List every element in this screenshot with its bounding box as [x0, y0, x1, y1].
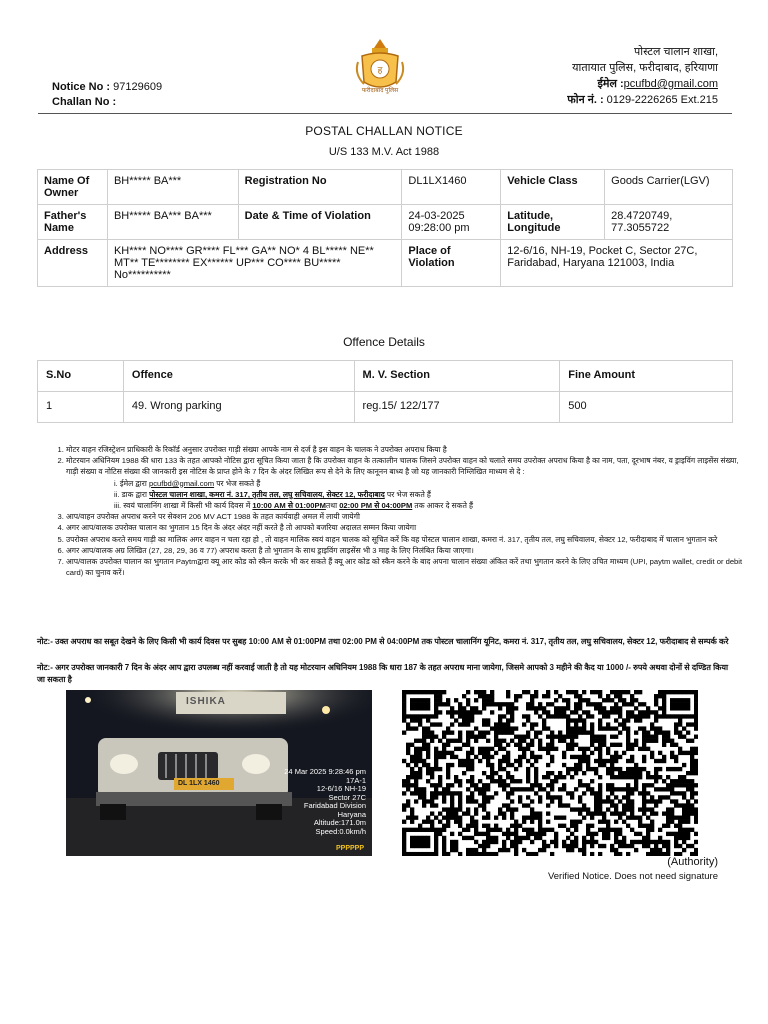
stamp-line: Sector 27C [328, 792, 366, 802]
violation-date: 24-03-2025 [408, 210, 465, 222]
method-visit-time-2: 02:00 PM से 04:00PM [339, 501, 413, 511]
challan-no-label: Challan No : [52, 96, 117, 108]
list-item: 6. अगर आप/वालक अग्र लिखित (27, 28, 29, 36 व 77) अपराध करता है तो भुगतान के साथ ड्राइविंग लाइसेंस भी 3 माह के लिए निलंबित किया जाएगा। [66, 545, 746, 556]
office-address [567, 44, 718, 108]
registration-label: Registration No [238, 170, 402, 205]
list-item: 5. उपरोक्त अपराध करते समय गाड़ी का मालिक अगर वाहन न चला रहा हो , तो वाहन मालिक स्वयं वाहन चालक को सूचित करें कि वह पोस्टल चालान शाखा, कमरा नं. 317, तृतीय तल, लघु सचिवालय, सेक्टर 12, फरीदाबाद में चालान भुगतान करे [66, 534, 746, 545]
vehicle-class-label: Vehicle Class [501, 170, 605, 205]
office-email-link[interactable]: pcufbd@gmail.com [623, 78, 718, 90]
stamp-line: Faridabad Division [303, 801, 366, 810]
offence-fine: 500 [560, 392, 733, 423]
method-post-suffix: पर भेज सकते हैं [386, 489, 431, 499]
method-visit-mid: तथा [325, 501, 338, 511]
owner-name: BH***** BA*** [107, 170, 238, 205]
notice-subtitle: U/S 133 M.V. Act 1988 [328, 146, 440, 158]
table-row [38, 170, 733, 205]
header-divider [38, 113, 732, 114]
photo-watermark: PPPPPP [335, 845, 364, 852]
email-label: ईमेल : [597, 78, 624, 90]
latlong-label: Latitude, Longitude [501, 205, 605, 240]
offence-table [37, 360, 733, 423]
submission-methods [66, 478, 746, 512]
office-line-2: यातायात पुलिस, फरीदाबाद, हरियाणा [572, 62, 718, 74]
list-item [114, 500, 746, 511]
phone-label: फोन नं. : [567, 94, 604, 106]
list-item: 3. आप/वाहन उपरोक्त अपराध करने पर सेक्शन 206 MV ACT 1988 के तहत कार्यवाही अमल में लायी जायेगी [66, 511, 746, 522]
emblem-caption: फरीदाबाद पुलिस [361, 88, 399, 94]
note-evidence: नोट:- उक्त अपराध का सबूत देखने के लिए किसी भी कार्य दिवस पर सुबह 10:00 AM से 01:00PM तथा 02:00 PM से 04:00PM तक पोस्टल चालानिंग यूनिट, कमरा नं. 317, तृतीय तल, लघु सचिवालय, सेक्टर 12, फरीदाबाद से सम्पर्क करे [37, 637, 729, 646]
list-item [66, 455, 746, 511]
col-fine: Fine Amount [560, 361, 733, 392]
address-label: Address [38, 240, 108, 287]
svg-text:ह: ह [377, 66, 383, 76]
latlong [605, 205, 733, 240]
owner-address: KH**** NO**** GR**** FL*** GA** NO* 4 BL***** NE** MT** TE******** EX****** UP*** CO**** BU***** No********** [107, 240, 401, 287]
stamp-line: 12-6/16 NH-19 [316, 784, 366, 793]
table-row [38, 392, 733, 423]
table-header-row [38, 361, 733, 392]
place-label: Place of Violation [402, 240, 501, 287]
authority-label: (Authority) [667, 856, 718, 868]
violation-datetime [402, 205, 501, 240]
method-visit-suffix: तक आकर दे सकते हैं [414, 501, 474, 511]
method-visit-label: iii. स्वयं चालानिंग शाखा में किसी भी कार्य दिवस में [114, 501, 251, 511]
note-2-text: मोटरयान अधिनियम 1988 की धारा 133 के तहत आपको नोटिस द्वारा सूचित किया जाता है कि उपरोक्त वाहन के तत्कालीन चालक जिसने उपरोक्त वाहन को चलाते समय उपरोक्त अपराध किया है का नाम, पता, दूरभाष नंबर, व ड्राइविंग लाइसेंस संख्या, गाड़ी संख्या व नोटिस संख्या की जानकारी इस नोटिस के प्राप्त होने के 7 दिन के अंदर लिखित रूप से देने के लिए कानूनन बाध्य है जो यह जानकारी निम्लिखित माध्यम से दे : [66, 456, 739, 477]
violation-datetime-label: Date & Time of Violation [238, 205, 402, 240]
father-name-label: Father's Name [38, 205, 108, 240]
place-of-violation: 12-6/16, NH-19, Pocket C, Sector 27C, Faridabad, Haryana 121003, India [501, 240, 733, 287]
method-visit-time-1: 10:00 AM से 01:00PM [252, 501, 326, 511]
vehicle-brand: ISHIKA [186, 696, 226, 707]
note-penalty: नोट:- अगर उपरोक्त जानकारी 7 दिन के अंदर आप द्वारा उपलब्ध नहीं करवाई जाती है तो यह मोटरयान अधिनियम 1988 कि धारा 187 के तहत अपराध माना जायेगा, जिसमे आपको 3 महीने की कैद या 1000 /- रुपये अथवा दोनों से दण्डित किया जा सकता है [37, 663, 729, 684]
table-row [38, 240, 733, 287]
col-offence: Offence [123, 361, 354, 392]
notice-meta [52, 80, 162, 110]
father-name: BH***** BA*** BA*** [107, 205, 238, 240]
list-item: 1. मोटर वाहन रजिस्ट्रेशन प्राधिकारी के रिकॉर्ड अनुसार उपरोक्त गाड़ी संख्या आपके नाम से दर्ज है इस वाहन के चालक ने उपरोक्त अपराध किया है [66, 444, 746, 455]
police-emblem-icon [350, 36, 410, 106]
method-email-link[interactable]: pcufbd@gmail.com [148, 478, 215, 488]
list-item [114, 489, 746, 500]
offence-details-title: Offence Details [343, 335, 425, 349]
stamp-line: Speed:0.0km/h [315, 826, 366, 836]
offence-sno: 1 [38, 392, 124, 423]
verified-note: Verified Notice. Does not need signature [547, 871, 718, 882]
payment-qr-code[interactable] [402, 690, 698, 856]
col-section: M. V. Section [354, 361, 560, 392]
method-post-label: ii. डाक द्वारा [114, 489, 147, 499]
list-item: 4. अगर आप/वालक उपरोक्त चालान का भुगतान 15 दिन के अंदर अंदर नहीं करते है तो आपको बजरिया अदालत सम्मन किया जायेगा [66, 522, 746, 533]
offence-section: reg.15/ 122/177 [354, 392, 560, 423]
stamp-line: 24 Mar 2025 9:28:46 pm [284, 767, 366, 776]
notice-title: POSTAL CHALLAN NOTICE [305, 124, 463, 138]
vehicle-info-table [37, 169, 733, 287]
latitude: 28.4720749, [611, 210, 673, 222]
notice-no: 97129609 [113, 81, 163, 93]
stamp-line: 17A-1 [345, 775, 366, 785]
method-post-address: पोस्टल चालान शाखा, कमरा नं. 317, तृतीय तल, लघु सचिवालय, सेक्टर 12, फरीदाबाद [149, 489, 385, 499]
list-item [114, 478, 746, 489]
stamp-line: Altitude:171.0m [313, 818, 366, 827]
vehicle-plate: DL 1LX 1460 [178, 780, 220, 787]
owner-name-label: Name Of Owner [38, 170, 108, 205]
photo-geo-stamp [284, 768, 366, 836]
registration-no: DL1LX1460 [402, 170, 501, 205]
method-email-suffix: पर भेज सकते हैं [216, 478, 261, 488]
longitude: 77.3055722 [611, 222, 670, 234]
offence-name: 49. Wrong parking [123, 392, 354, 423]
office-phone: 0129-2226265 Ext.215 [606, 94, 718, 106]
list-item: 7. आप/वालक उपरोक्त चालान का भुगतान Paytmद्वारा क्यू आर कोड को स्कैन करके भी कर सकते हैं क्यू आर कोड को स्कैन करने के बाद अपना चालान संख्या अंकित करें तथा भुगतान करने के लिए उचित माध्यम (UPI, paytm wallet, credit or debit card) का चुनाव करें। [66, 556, 746, 578]
evidence-photo [66, 690, 372, 856]
vehicle-class: Goods Carrier(LGV) [605, 170, 733, 205]
method-email-label: i. ईमेल द्वारा [114, 478, 147, 488]
table-row [38, 205, 733, 240]
instructions-list [52, 444, 746, 578]
col-sno: S.No [38, 361, 124, 392]
notice-no-label: Notice No : [52, 81, 111, 93]
violation-time: 09:28:00 pm [408, 222, 470, 234]
office-line-1: पोस्टल चालान शाखा, [634, 46, 718, 58]
stamp-line: Haryana [337, 809, 366, 819]
